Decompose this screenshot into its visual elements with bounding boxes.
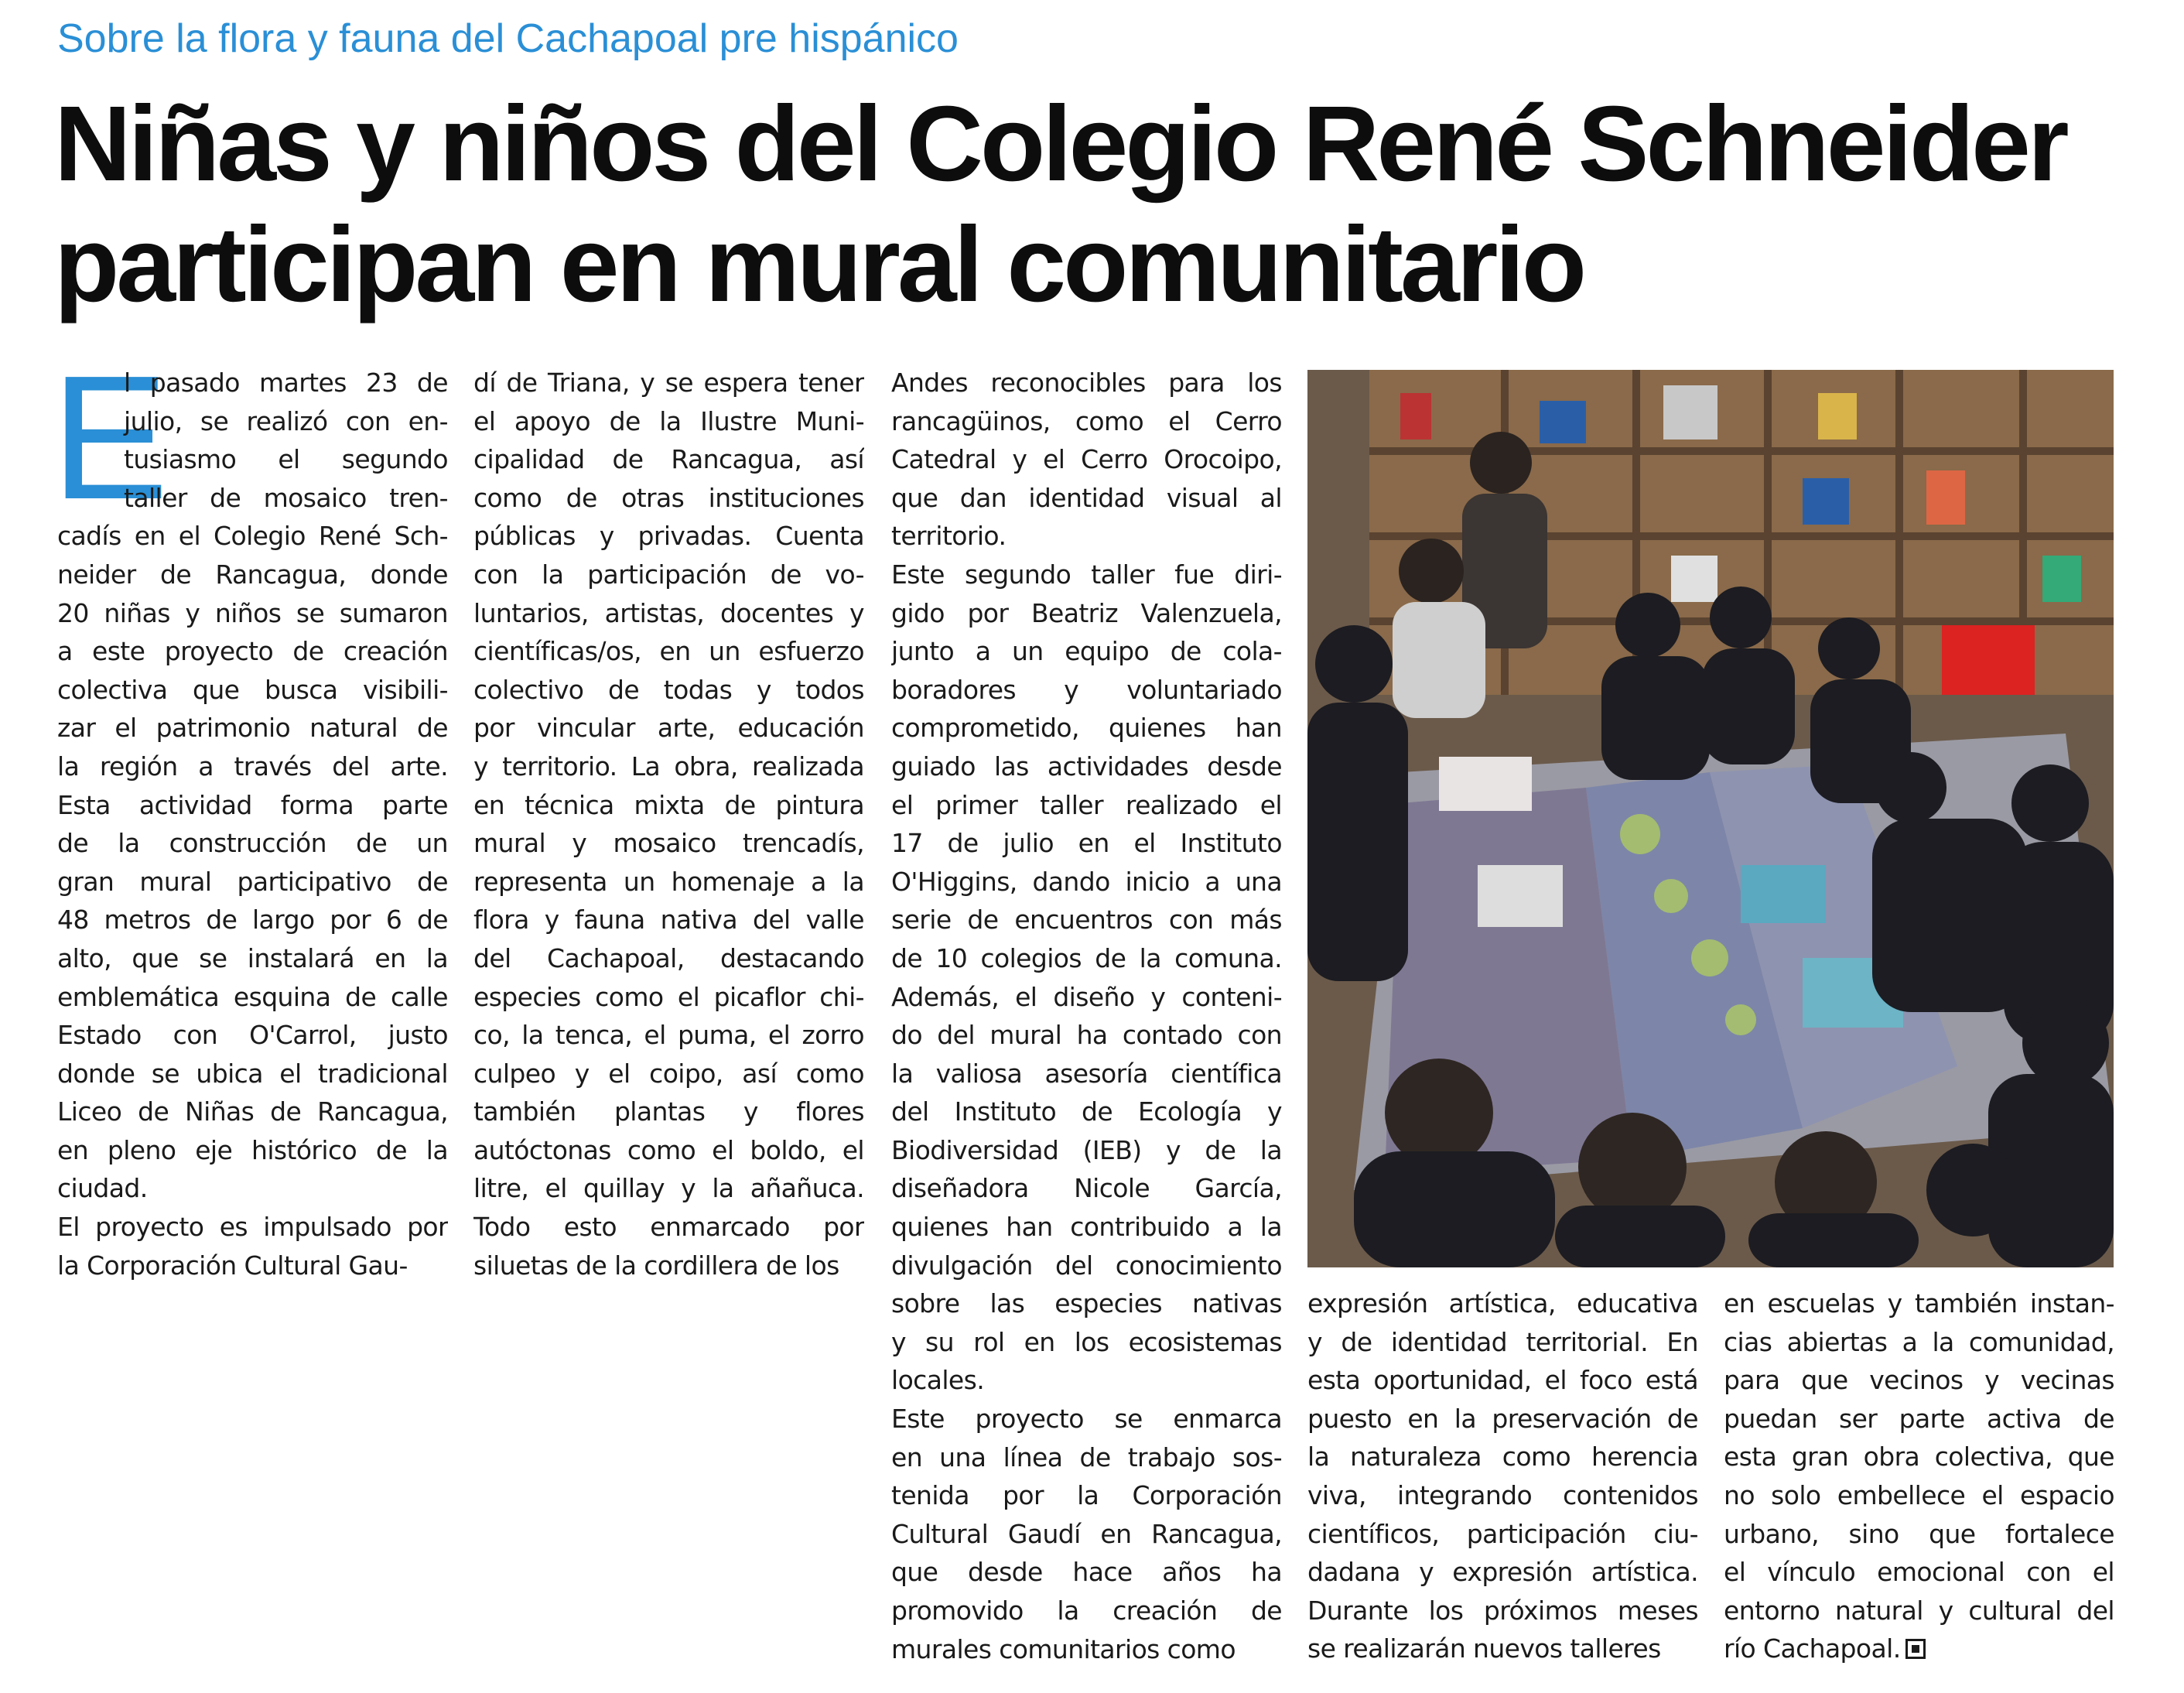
column-5 xyxy=(1724,1284,2114,1668)
text-line: científicos, participación ciu- xyxy=(1307,1518,1698,1549)
text-line: El proyecto es impulsado por xyxy=(57,1212,448,1243)
text-line: para que vecinos y vecinas xyxy=(1724,1365,2114,1396)
text-line: colectivo de todas y todos xyxy=(473,674,864,705)
text-line: y de identidad territorial. En xyxy=(1307,1326,1698,1357)
text-line: entorno natural y cultural del xyxy=(1724,1595,2114,1626)
text-line: 17 de julio en el Instituto xyxy=(891,828,1282,859)
text-line: culpeo y el coipo, así como xyxy=(473,1058,864,1089)
text-line: Catedral y el Cerro Orocoipo, xyxy=(891,444,1282,475)
text-line: neider de Rancagua, donde xyxy=(57,559,448,590)
text-line: junto a un equipo de cola- xyxy=(891,636,1282,667)
headline-line-1: Niñas y niños del Colegio René Schneider xyxy=(54,84,2066,204)
text-line: colectiva que busca visibili- xyxy=(57,674,448,705)
text-line: emblemática esquina de calle xyxy=(57,981,448,1012)
text-line: la región a través del arte. xyxy=(57,751,448,782)
text-line: luntarios, artistas, docentes y xyxy=(473,597,864,628)
text-line: promovido la creación de xyxy=(891,1596,1282,1626)
text-line: públicas y privadas. Cuenta xyxy=(473,521,864,552)
text-line: 20 niñas y niños se sumaron xyxy=(57,597,448,628)
text-line: alto, que se instalará en la xyxy=(57,942,448,973)
text-line: sobre las especies nativas xyxy=(891,1288,1282,1319)
text-line: quienes han contribuido a la xyxy=(891,1212,1282,1243)
text-line: dadana y expresión artística. xyxy=(1307,1557,1698,1588)
text-line: el vínculo emocional con el xyxy=(1724,1557,2114,1588)
text-line: diseñadora Nicole García, xyxy=(891,1173,1282,1204)
text-line: puesto en la preservación de xyxy=(1307,1403,1698,1434)
text-line: del Cachapoal, destacando xyxy=(473,942,864,973)
text-line: del Instituto de Ecología y xyxy=(891,1096,1282,1127)
text-line: guiado las actividades desde xyxy=(891,751,1282,782)
text-line: Todo esto enmarcado por xyxy=(473,1212,864,1243)
article-headline xyxy=(54,84,2143,325)
text-line: divulgación del conocimiento xyxy=(891,1250,1282,1281)
text-line: el apoyo de la Ilustre Muni- xyxy=(473,405,864,436)
text-line: boradores y voluntariado xyxy=(891,674,1282,705)
text-line: científicas/os, en un esfuerzo xyxy=(473,636,864,667)
text-line: murales comunitarios como xyxy=(891,1633,1236,1664)
text-line: autóctonas como el boldo, el xyxy=(473,1134,864,1165)
text-line: co, la tenca, el puma, el zorro xyxy=(473,1020,864,1051)
text-line: cias abiertas a la comunidad, xyxy=(1724,1326,2114,1357)
text-line: flora y fauna nativa del valle xyxy=(473,905,864,935)
text-line: O'Higgins, dando inicio a una xyxy=(891,866,1282,897)
article-photo xyxy=(1307,370,2114,1267)
text-line: que desde hace años ha xyxy=(891,1557,1282,1588)
text-line: en una línea de trabajo sos- xyxy=(891,1442,1282,1472)
text-line: urbano, sino que fortalece xyxy=(1724,1518,2114,1549)
text-line: serie de encuentros con más xyxy=(891,905,1282,935)
text-line: julio, se realizó con en- xyxy=(124,405,448,436)
text-line: cipalidad de Rancagua, así xyxy=(473,444,864,475)
text-line: taller de mosaico tren- xyxy=(124,482,448,513)
text-line: donde se ubica el tradicional xyxy=(57,1058,448,1089)
text-line: se realizarán nuevos talleres xyxy=(1307,1633,1661,1664)
text-line: no solo embellece el espacio xyxy=(1724,1479,2114,1510)
text-line: esta gran obra colectiva, que xyxy=(1724,1442,2114,1472)
text-line: cadís en el Colegio René Sch- xyxy=(57,521,448,552)
text-line: l pasado martes 23 de xyxy=(124,368,448,398)
text-line: también plantas y flores xyxy=(473,1096,864,1127)
text-line: Andes reconocibles para los xyxy=(891,368,1282,398)
text-line: Durante los próximos meses xyxy=(1307,1595,1698,1626)
headline-line-2: participan en mural comunitario xyxy=(54,205,1584,324)
text-line: Este segundo taller fue diri- xyxy=(891,559,1282,590)
text-line: esta oportunidad, el foco está xyxy=(1307,1365,1698,1396)
text-line: de la construcción de un xyxy=(57,828,448,859)
text-line: en técnica mixta de pintura xyxy=(473,789,864,820)
text-line: a este proyecto de creación xyxy=(57,636,448,667)
text-line: expresión artística, educativa xyxy=(1307,1288,1698,1318)
text-line: ciudad. xyxy=(57,1173,148,1204)
column-1 xyxy=(57,364,448,1284)
text-line: rancagüinos, como el Cerro xyxy=(891,405,1282,436)
text-line: especies como el picaflor chi- xyxy=(473,981,864,1012)
text-line: Biodiversidad (IEB) y de la xyxy=(891,1134,1282,1165)
text-line: que dan identidad visual al xyxy=(891,482,1282,513)
column-3 xyxy=(891,364,1282,1668)
text-line: comprometido, quienes han xyxy=(891,713,1282,744)
text-line: puedan ser parte activa de xyxy=(1724,1403,2114,1434)
text-line: gido por Beatriz Valenzuela, xyxy=(891,597,1282,628)
text-line: tenida por la Corporación xyxy=(891,1480,1282,1511)
text-line: por vincular arte, educación xyxy=(473,713,864,744)
text-line: la Corporación Cultural Gau- xyxy=(57,1250,408,1281)
text-line: mural y mosaico trencadís, xyxy=(473,828,864,859)
column-2 xyxy=(473,364,864,1284)
article-kicker: Sobre la flora y fauna del Cachapoal pre hispánico xyxy=(57,16,959,61)
text-line: la valiosa asesoría científica xyxy=(891,1058,1282,1089)
text-line: Además, el diseño y conteni- xyxy=(891,981,1282,1012)
text-line: tusiasmo el segundo xyxy=(124,444,448,475)
text-line: río Cachapoal. xyxy=(1724,1630,2114,1668)
text-line: y territorio. La obra, realizada xyxy=(473,751,864,782)
text-line: gran mural participativo de xyxy=(57,866,448,897)
text-line: con la participación de vo- xyxy=(473,559,864,590)
text-line: como de otras instituciones xyxy=(473,482,864,513)
drop-cap: E xyxy=(51,340,169,536)
text-line: de 10 colegios de la comuna. xyxy=(891,942,1282,973)
text-line: territorio. xyxy=(891,521,1007,552)
text-line: representa un homenaje a la xyxy=(473,866,864,897)
text-line: Esta actividad forma parte xyxy=(57,789,448,820)
text-line: en pleno eje histórico de la xyxy=(57,1134,448,1165)
text-line: do del mural ha contado con xyxy=(891,1020,1282,1051)
text-line: Liceo de Niñas de Rancagua, xyxy=(57,1096,448,1127)
text-line: viva, integrando contenidos xyxy=(1307,1479,1698,1510)
text-line: Cultural Gaudí en Rancagua, xyxy=(891,1518,1282,1549)
text-line: Este proyecto se enmarca xyxy=(891,1404,1282,1435)
workshop-photo-illustration xyxy=(1307,370,2114,1267)
text-line: Estado con O'Carrol, justo xyxy=(57,1020,448,1051)
text-line: siluetas de la cordillera de los xyxy=(473,1250,839,1281)
text-line: la naturaleza como herencia xyxy=(1307,1442,1698,1472)
text-line: dí de Triana, y se espera tener xyxy=(473,368,864,398)
text-line: y su rol en los ecosistemas xyxy=(891,1326,1282,1357)
text-line: zar el patrimonio natural de xyxy=(57,713,448,744)
text-line: locales. xyxy=(891,1365,985,1396)
end-of-article-icon xyxy=(1905,1639,1926,1659)
column-4 xyxy=(1307,1284,1698,1668)
text-line: 48 metros de largo por 6 de xyxy=(57,905,448,935)
text-line: el primer taller realizado el xyxy=(891,789,1282,820)
text-line: en escuelas y también instan- xyxy=(1724,1288,2114,1318)
text-line: litre, el quillay y la añañuca. xyxy=(473,1173,864,1204)
